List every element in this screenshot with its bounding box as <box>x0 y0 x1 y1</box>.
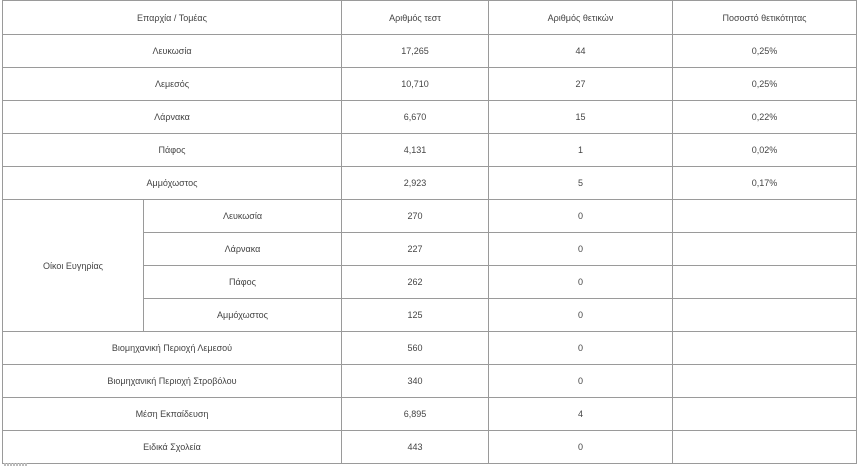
row-label: Λευκωσία <box>3 35 342 68</box>
positives-cell: 0 <box>489 200 673 233</box>
tests-cell: 262 <box>342 266 489 299</box>
row-label: Μέση Εκπαίδευση <box>3 398 342 431</box>
row-label: Ειδικά Σχολεία <box>3 431 342 464</box>
rate-cell: 0,25% <box>673 35 857 68</box>
row-label: Λεμεσός <box>3 68 342 101</box>
table-header-row <box>3 1 857 35</box>
tests-cell: 340 <box>342 365 489 398</box>
table-row <box>3 101 857 134</box>
rate-cell <box>673 200 857 233</box>
rate-cell: 0,02% <box>673 134 857 167</box>
row-label: Πάφος <box>3 134 342 167</box>
table-row <box>3 200 857 233</box>
positives-cell: 5 <box>489 167 673 200</box>
header-positives: Αριθμός θετικών <box>489 1 673 35</box>
rate-cell <box>673 233 857 266</box>
sub-row-label: Λάρνακα <box>144 233 342 266</box>
positives-cell: 0 <box>489 266 673 299</box>
header-tests: Αριθμός τεστ <box>342 1 489 35</box>
positives-cell: 0 <box>489 365 673 398</box>
tests-cell: 6,895 <box>342 398 489 431</box>
tests-cell: 4,131 <box>342 134 489 167</box>
rate-cell <box>673 365 857 398</box>
tests-cell: 6,670 <box>342 101 489 134</box>
tests-cell: 2,923 <box>342 167 489 200</box>
sub-row-label: Λευκωσία <box>144 200 342 233</box>
rate-cell <box>673 299 857 332</box>
rate-cell: 0,25% <box>673 68 857 101</box>
positives-cell: 0 <box>489 431 673 464</box>
tests-cell: 270 <box>342 200 489 233</box>
positives-cell: 27 <box>489 68 673 101</box>
sub-row-label: Πάφος <box>144 266 342 299</box>
table-row <box>3 332 857 365</box>
row-label: Βιομηχανική Περιοχή Λεμεσού <box>3 332 342 365</box>
rate-cell <box>673 431 857 464</box>
positives-cell: 0 <box>489 332 673 365</box>
rate-cell <box>673 266 857 299</box>
positives-cell: 1 <box>489 134 673 167</box>
header-positivity-rate: Ποσοστό θετικότητας <box>673 1 857 35</box>
sub-row-label: Αμμόχωστος <box>144 299 342 332</box>
tests-cell: 125 <box>342 299 489 332</box>
rate-cell <box>673 332 857 365</box>
row-label: Αμμόχωστος <box>3 167 342 200</box>
tests-cell: 17,265 <box>342 35 489 68</box>
table-row <box>3 68 857 101</box>
tests-cell: 10,710 <box>342 68 489 101</box>
table-row <box>3 134 857 167</box>
table-row <box>3 398 857 431</box>
tests-cell: 560 <box>342 332 489 365</box>
tests-cell: 443 <box>342 431 489 464</box>
rate-cell: 0,22% <box>673 101 857 134</box>
row-label: Βιομηχανική Περιοχή Στροβόλου <box>3 365 342 398</box>
testing-results-table <box>2 0 857 464</box>
positives-cell: 4 <box>489 398 673 431</box>
rate-cell: 0,17% <box>673 167 857 200</box>
table-row <box>3 365 857 398</box>
positives-cell: 15 <box>489 101 673 134</box>
header-region-sector: Επαρχία / Τομέας <box>3 1 342 35</box>
positives-cell: 0 <box>489 299 673 332</box>
rate-cell <box>673 398 857 431</box>
positives-cell: 44 <box>489 35 673 68</box>
row-label: Λάρνακα <box>3 101 342 134</box>
table-row <box>3 167 857 200</box>
clipped-footer-mark <box>4 463 28 466</box>
table-row <box>3 431 857 464</box>
positives-cell: 0 <box>489 233 673 266</box>
group-label: Οίκοι Ευγηρίας <box>3 200 144 332</box>
tests-cell: 227 <box>342 233 489 266</box>
table-row <box>3 35 857 68</box>
